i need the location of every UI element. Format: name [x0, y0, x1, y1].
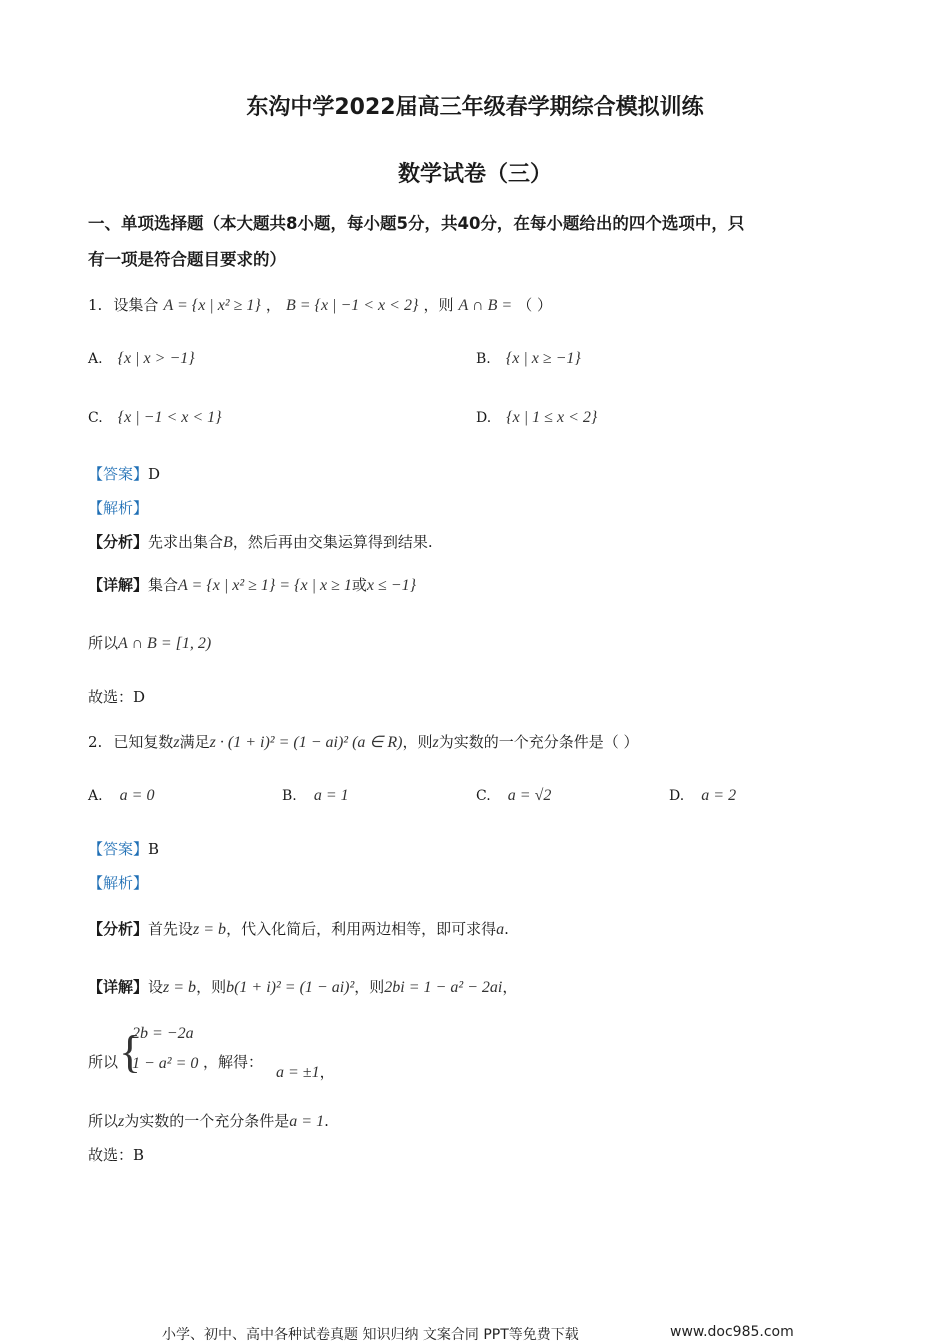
q2-option-d[interactable] — [669, 785, 736, 805]
q2-fenxi-tag: 【分析】 — [88, 920, 149, 938]
q2-system-eq-2: 1 − a² = 0 — [132, 1055, 199, 1072]
q1-fenxi-math: B — [223, 534, 233, 551]
q1-xiangjie-math-2: x ≤ −1} — [366, 577, 416, 594]
q2-option-c-value: a = √2 — [507, 787, 552, 804]
q2-conclusion-z: z — [118, 1113, 125, 1130]
q2-answer-value: B — [148, 840, 160, 858]
q2-xiangjie-text-a: 设 — [148, 978, 164, 996]
exam-title: 东沟中学2022届高三年级春学期综合模拟训练 — [246, 95, 704, 120]
section-heading-line2: 有一项是符合题目要求的） — [88, 250, 286, 269]
q1-xiangjie-text: 集合 — [148, 576, 179, 594]
q1-suoyi — [88, 632, 211, 653]
q1-suoyi-math: A ∩ B = [1, 2) — [118, 635, 212, 652]
q1-choice: 故选：D — [88, 688, 146, 706]
q1-analysis-tag: 【解析】 — [88, 499, 149, 517]
footer-text: 小学、初中、高中各种试卷真题 知识归纳 文案合同 PPT等免费下载 — [162, 1327, 579, 1343]
q1-comma: ， — [265, 296, 281, 314]
q2-system-eq-1: 2b = −2a — [132, 1025, 194, 1042]
q1-set-b: B = {x | −1 < x < 2} — [285, 297, 419, 314]
q1-option-b-value: {x | x ≥ −1} — [505, 350, 581, 367]
q2-option-b-label: B. — [282, 788, 297, 804]
q2-ask-1: ，则 — [402, 733, 433, 751]
q1-ask: ，则 — [423, 296, 454, 314]
q2-analysis-tag: 【解析】 — [88, 874, 149, 892]
q2-fenxi-text-b: ，代入化简后，利用两边相等，即可求得 — [226, 920, 497, 938]
q2-answer — [88, 838, 159, 859]
q1-xiangjie — [88, 574, 416, 595]
q1-option-a[interactable] — [88, 348, 195, 368]
q2-choice: 故选：B — [88, 1146, 145, 1164]
q2-conclusion-math: a = 1 — [289, 1113, 325, 1130]
q2-suoyi: 所以 — [88, 1053, 119, 1071]
q2-z: z — [173, 734, 180, 751]
q2-xiangjie-text-d: ， — [502, 978, 518, 996]
question-2 — [88, 731, 638, 752]
q1-number: 1. — [88, 296, 103, 314]
q1-fenxi-tag: 【分析】 — [88, 533, 149, 551]
q1-blank: （ ） — [517, 296, 553, 314]
question-1 — [88, 294, 552, 315]
q1-xiangjie-math-1: A = {x | x² ≥ 1} = {x | x ≥ 1 — [178, 577, 352, 594]
q2-z-2: z — [432, 734, 439, 751]
q1-lead: 设集合 — [113, 296, 159, 314]
q2-option-a-value: a = 0 — [119, 787, 155, 804]
q2-answer-tag: 【答案】 — [88, 840, 149, 858]
q2-mid: 满足 — [179, 733, 210, 751]
q2-fenxi — [88, 918, 509, 939]
q2-option-b-value: a = 1 — [313, 787, 349, 804]
q2-fenxi-math-2: a — [496, 921, 505, 938]
system-brace-icon: { — [119, 1026, 142, 1077]
q1-option-d-value: {x | 1 ≤ x < 2} — [506, 409, 598, 426]
q2-conclusion — [88, 1110, 329, 1131]
q1-xiangjie-or: 或 — [351, 576, 367, 594]
q1-option-a-label: A. — [88, 351, 103, 367]
q1-fenxi — [88, 531, 433, 552]
q1-option-c[interactable] — [88, 407, 222, 427]
q2-solution-math: a = ±1 — [276, 1064, 320, 1081]
q2-xiangjie-text-b: ，则 — [196, 978, 227, 996]
q1-option-d-label: D. — [476, 410, 492, 426]
q2-xiangjie-math-1: z = b — [163, 979, 197, 996]
q2-solution-end: ， — [319, 1063, 335, 1081]
q2-jiede: ，解得： — [203, 1053, 264, 1071]
section-heading-line1: 一、单项选择题（本大题共8小题，每小题5分，共40分，在每小题给出的四个选项中，只 — [88, 214, 745, 233]
q1-fenxi-text-b: ，然后再由交集运算得到结果. — [232, 533, 433, 551]
q1-option-c-value: {x | −1 < x < 1} — [117, 409, 222, 426]
q1-option-b-label: B. — [476, 351, 491, 367]
q1-expression: A ∩ B = — [458, 297, 513, 314]
q2-equation: z · (1 + i)² = (1 − ai)² (a ∈ R) — [209, 734, 403, 751]
q2-option-d-value: a = 2 — [701, 787, 737, 804]
q2-conclusion-b: 为实数的一个充分条件是 — [124, 1112, 290, 1130]
q1-option-c-label: C. — [88, 410, 103, 426]
q2-option-b[interactable] — [282, 785, 349, 805]
q2-fenxi-math: z = b — [193, 921, 227, 938]
q2-option-a[interactable] — [88, 785, 154, 805]
q2-option-d-label: D. — [669, 788, 685, 804]
q1-answer-tag: 【答案】 — [88, 465, 149, 483]
q2-number: 2. — [88, 733, 103, 751]
q1-fenxi-text-a: 先求出集合 — [148, 533, 224, 551]
q2-fenxi-text-c: . — [504, 920, 509, 938]
q1-option-d[interactable] — [476, 407, 597, 427]
q1-option-a-value: {x | x > −1} — [117, 350, 195, 367]
q2-xiangjie-tag: 【详解】 — [88, 978, 149, 996]
q1-set-a: A = {x | x² ≥ 1} — [163, 297, 261, 314]
q1-xiangjie-tag: 【详解】 — [88, 576, 149, 594]
q1-answer-value: D — [148, 465, 161, 483]
q2-fenxi-text-a: 首先设 — [148, 920, 194, 938]
q2-conclusion-a: 所以 — [88, 1112, 119, 1130]
q2-ask-2: 为实数的一个充分条件是（ ） — [438, 733, 639, 751]
q2-lead: 已知复数 — [113, 733, 174, 751]
q1-answer — [88, 463, 160, 484]
footer-url[interactable]: www.doc985.com — [670, 1324, 794, 1340]
q2-option-c-label: C. — [476, 788, 491, 804]
q2-xiangjie-math-2: b(1 + i)² = (1 − ai)² — [226, 979, 355, 996]
q2-xiangjie — [88, 976, 517, 997]
q2-xiangjie-text-c: ，则 — [354, 978, 385, 996]
exam-subtitle: 数学试卷（三） — [397, 162, 552, 187]
q1-suoyi-text: 所以 — [88, 634, 119, 652]
q2-solution — [276, 1061, 335, 1082]
q2-option-a-label: A. — [88, 788, 103, 804]
q2-conclusion-c: . — [324, 1112, 329, 1130]
q2-xiangjie-math-3: 2bi = 1 − a² − 2ai — [384, 979, 503, 996]
q1-option-b[interactable] — [476, 348, 581, 368]
q2-option-c[interactable] — [476, 785, 551, 805]
